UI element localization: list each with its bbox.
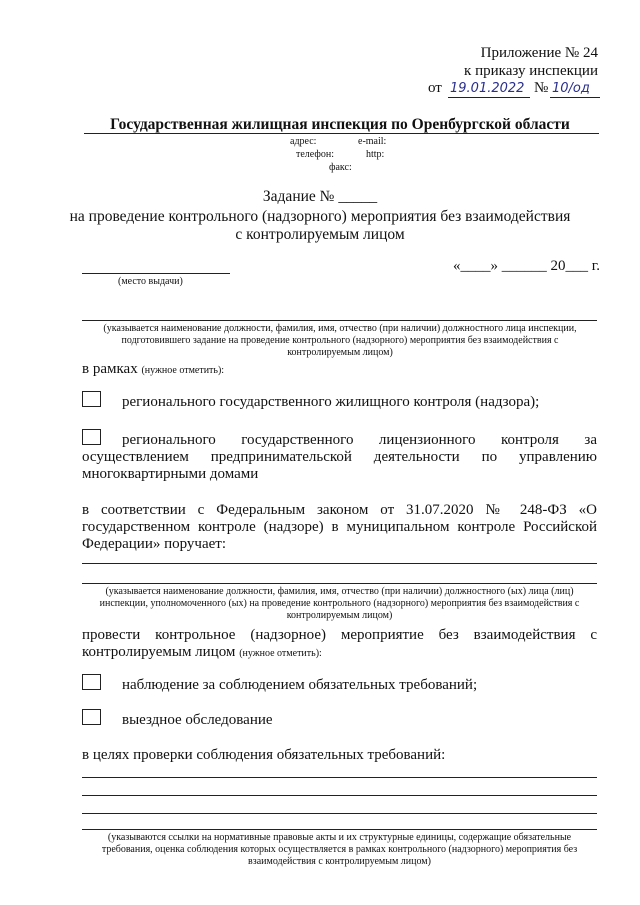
order-ref xyxy=(428,80,603,100)
within-text xyxy=(82,361,224,378)
task-subtitle-2: с контролируемым лицом xyxy=(235,226,405,243)
within-note: (нужное отметить): xyxy=(141,365,225,376)
address-label: адрес: xyxy=(290,136,317,147)
norms-caption: (указываются ссылки на нормативные правовые акты и их структурные единицы, содержащие обязательные требования, оценка соблюдения которых осуществляется в рамках контрольного (надзорного) мероприятия без взаимодействия с контролируемым лицом) xyxy=(101,832,578,867)
conduct-note: (нужное отметить): xyxy=(239,648,322,659)
task-title: Задание № _____ xyxy=(262,188,378,205)
from-label: от xyxy=(428,80,442,96)
conduct-main: провести контрольное (надзорное) мероприятие без взаимодействия с контролируемым лицом xyxy=(82,627,597,660)
order-date-underline xyxy=(448,97,530,98)
executor-line-1 xyxy=(82,563,597,564)
http-label: http: xyxy=(366,149,385,160)
executor-caption: (указывается наименование должности, фамилия, имя, отчество (при наличии) должностного (ых) лица (лиц) инспекции, уполномоченного (ых) на проведение контрольного (надзорного) мероприятия без взаимодействия с контролируемым лицом) xyxy=(99,586,580,621)
option-field-inspection: выездное обследование xyxy=(122,712,273,728)
issuer-caption: (указывается наименование должности, фамилия, имя, отчество (при наличии) должностного лица инспекции, подготовившего задание на проведение контрольного (надзорного) мероприятия без взаимодействия с контролируемым лицом) xyxy=(103,323,577,358)
phone-label: телефон: xyxy=(296,149,334,160)
option-observation: наблюдение за соблюдением обязательных требований; xyxy=(122,677,478,693)
email-label: e-mail: xyxy=(358,136,387,147)
task-subtitle: на проведение контрольного (надзорного) мероприятия без взаимодействия xyxy=(69,208,571,225)
option-housing-control: регионального государственного жилищного контроля (надзора); xyxy=(122,394,540,410)
checkbox-field-inspection[interactable] xyxy=(82,709,101,725)
order-label: к приказу инспекции xyxy=(464,63,598,79)
option-license-control: регионального государственного лицензионного контроля за осуществлением предпринимательской деятельности по управлению многоквартирными домами xyxy=(82,432,597,482)
issue-date: «____» ______ 20___ г. xyxy=(453,258,600,274)
order-number-handwritten: 10/од xyxy=(552,81,590,96)
executor-line-2 xyxy=(82,583,597,584)
fax-label: факс: xyxy=(329,162,352,173)
order-date-handwritten: 19.01.2022 xyxy=(450,81,525,96)
org-name: Государственная жилищная инспекция по Оренбургской области xyxy=(110,116,570,133)
norms-line-1 xyxy=(82,777,597,778)
org-underline xyxy=(84,133,599,134)
norms-line-4 xyxy=(82,829,597,830)
place-line xyxy=(82,273,230,274)
norms-line-2 xyxy=(82,795,597,796)
number-sign: № xyxy=(534,80,549,96)
law-text: в соответствии с Федеральным законом от 31.07.2020 № 248-ФЗ «О государственном контроле (надзоре) в муниципальном контроле Российской Федерации» поручает: xyxy=(82,502,597,552)
checkbox-observation[interactable] xyxy=(82,674,101,690)
order-number-underline xyxy=(550,97,600,98)
issuer-line xyxy=(82,320,597,321)
within-main: в рамках xyxy=(82,361,138,377)
place-caption: (место выдачи) xyxy=(118,276,183,287)
purpose-text: в целях проверки соблюдения обязательных требований: xyxy=(82,747,446,763)
norms-line-3 xyxy=(82,813,597,814)
appendix-label: Приложение № 24 xyxy=(480,45,598,61)
checkbox-housing-control[interactable] xyxy=(82,391,101,407)
conduct-text xyxy=(82,627,597,661)
